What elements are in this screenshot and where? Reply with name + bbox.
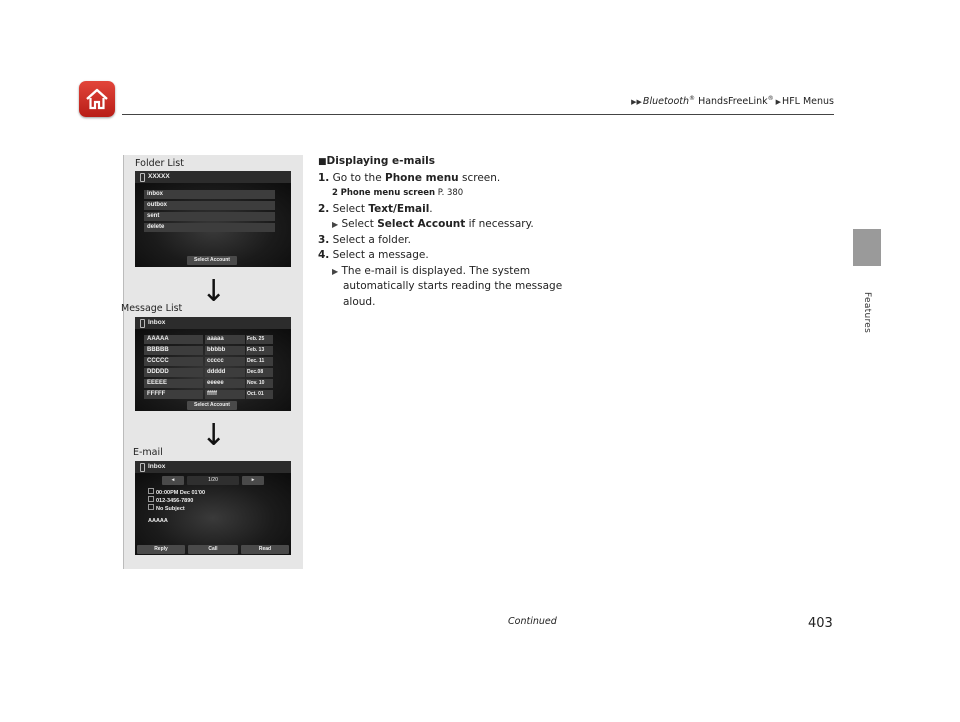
step-4: [318, 248, 562, 264]
step-text: automatically starts reading the message: [343, 280, 563, 292]
step-text: if necessary.: [465, 218, 534, 230]
registered-mark: ®: [689, 95, 696, 102]
page-number: 403: [808, 616, 833, 631]
message-subject[interactable]: bbbbb: [205, 346, 245, 355]
screen-title-bar: [135, 461, 291, 473]
folder-item[interactable]: sent: [144, 212, 275, 221]
step-4-sub: [332, 264, 562, 280]
message-date: Oct. 01: [246, 390, 273, 399]
reply-button[interactable]: Reply: [137, 545, 185, 554]
reference-label: Phone menu screen: [340, 188, 436, 198]
screen-title: Inbox: [148, 463, 166, 470]
breadcrumb-arrow-icon: ▶▶: [631, 98, 642, 107]
email-caption: E-mail: [133, 447, 163, 458]
phone-number-icon: [148, 496, 154, 502]
reference-icon: 2: [332, 188, 338, 198]
home-icon: [85, 87, 109, 111]
email-time: 00:00PM Dec 01'00: [156, 490, 206, 496]
message-from[interactable]: BBBBB: [144, 346, 203, 355]
header-divider: [122, 114, 834, 115]
folder-item[interactable]: inbox: [144, 190, 275, 199]
panel-divider: [123, 155, 124, 569]
step-bold-text: Text/Email: [368, 202, 430, 215]
square-bullet-icon: ■: [318, 157, 327, 167]
message-from[interactable]: EEEEE: [144, 379, 203, 388]
message-from[interactable]: FFFFF: [144, 390, 203, 399]
email-body: AAAAA: [148, 518, 168, 524]
message-subject[interactable]: aaaaa: [205, 335, 245, 344]
select-account-button[interactable]: Select Account: [187, 256, 237, 265]
screen-title-bar: [135, 317, 291, 329]
step-bold-text: Phone menu: [385, 171, 459, 184]
folder-list-screen: [135, 171, 291, 267]
step-1: [318, 171, 562, 187]
home-button[interactable]: [79, 81, 115, 117]
screen-title-bar: [135, 171, 291, 183]
step-3: [318, 233, 562, 249]
step-number: 4.: [318, 249, 330, 261]
read-button[interactable]: Read: [241, 545, 289, 554]
page-reference[interactable]: [332, 186, 562, 202]
sub-step-arrow-icon: ▶: [332, 266, 339, 276]
step-text: screen.: [458, 171, 501, 184]
message-date: Feb. 13: [246, 346, 273, 355]
step-number: 3.: [318, 233, 330, 246]
step-text: Select a message.: [332, 249, 429, 261]
message-date: Feb. 25: [246, 335, 273, 344]
step-2: [318, 202, 562, 218]
instructions: [318, 154, 562, 310]
section-tab-label: Features: [862, 292, 872, 334]
folder-item[interactable]: outbox: [144, 201, 275, 210]
step-number: 1.: [318, 171, 330, 184]
subject-icon: [148, 504, 154, 510]
step-2-sub: [332, 217, 562, 233]
message-date: Nov. 10: [246, 379, 273, 388]
heading-text: Displaying e-mails: [326, 155, 436, 167]
registered-mark: ®: [767, 95, 774, 102]
email-screen: [135, 461, 291, 555]
message-list-screen: [135, 317, 291, 411]
reference-page: P. 380: [435, 188, 464, 198]
message-from[interactable]: CCCCC: [144, 357, 203, 366]
breadcrumb-part-bluetooth: Bluetooth: [642, 96, 690, 108]
folder-list-caption: Folder List: [135, 158, 184, 169]
breadcrumb-part-handsfreelink: HandsFreeLink: [695, 96, 768, 108]
phone-icon: [140, 173, 145, 182]
page-indicator: 1/20: [187, 476, 239, 485]
email-subject: No Subject: [156, 506, 185, 512]
message-from[interactable]: AAAAA: [144, 335, 203, 344]
message-date: Dec.08: [246, 368, 273, 377]
message-subject[interactable]: fffff: [205, 390, 245, 399]
step-text: Go to the: [332, 171, 385, 184]
step-text: The e-mail is displayed. The system: [341, 264, 531, 277]
phone-icon: [140, 319, 145, 328]
folder-item[interactable]: delete: [144, 223, 275, 232]
message-subject[interactable]: eeeee: [205, 379, 245, 388]
screen-title: Inbox: [148, 319, 166, 326]
email-number: 012-3456-7890: [156, 498, 194, 504]
email-subject-row: [148, 504, 185, 513]
screen-title: XXXXX: [148, 173, 170, 180]
next-page-button[interactable]: ▸: [242, 476, 264, 485]
breadcrumb-part-hfl-menus: HFL Menus: [782, 96, 834, 108]
step-text: aloud.: [343, 295, 376, 308]
message-list-caption: Message List: [121, 303, 183, 314]
message-subject[interactable]: ccccc: [205, 357, 245, 366]
select-account-button[interactable]: Select Account: [187, 401, 237, 410]
message-subject[interactable]: ddddd: [205, 368, 245, 377]
down-arrow-icon: ↓: [201, 274, 227, 309]
step-text: Select a folder.: [332, 233, 411, 246]
previous-page-button[interactable]: ◂: [162, 476, 184, 485]
clock-icon: [148, 488, 154, 494]
step-bold-text: Select Account: [377, 218, 466, 230]
step-text: Select: [332, 202, 369, 215]
continued-label: Continued: [508, 616, 557, 627]
screen-background: [135, 473, 291, 555]
section-heading: [318, 154, 562, 171]
call-button[interactable]: Call: [188, 545, 238, 554]
sub-step-arrow-icon: ▶: [332, 220, 339, 229]
breadcrumb: [631, 95, 834, 107]
step-number: 2.: [318, 202, 330, 215]
step-text: Select: [341, 218, 378, 230]
down-arrow-icon: ↓: [201, 418, 227, 453]
breadcrumb-arrow-icon: ▶: [775, 98, 782, 107]
message-from[interactable]: DDDDD: [144, 368, 203, 377]
section-tab[interactable]: [853, 229, 881, 266]
phone-icon: [140, 463, 145, 472]
message-date: Dec. 11: [246, 357, 273, 366]
step-text: .: [429, 202, 433, 215]
